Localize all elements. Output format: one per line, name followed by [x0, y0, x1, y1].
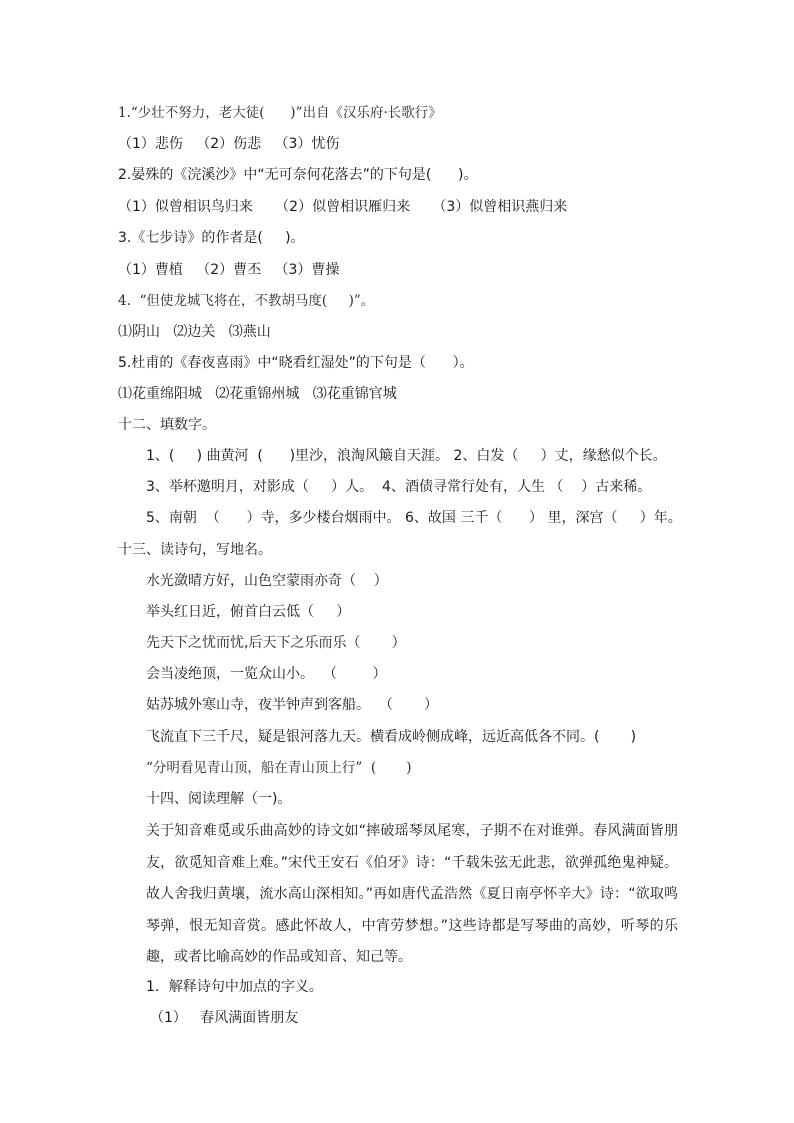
- fill-number-line-2: 3、举杯邀明月，对影成（ ）人。 4、酒债寻常行处有，人生 （ ）古来稀。: [146, 479, 652, 495]
- poem-line-4: 会当凌绝顶，一览众山小。 （ ）: [146, 666, 387, 682]
- reading-passage: [118, 816, 678, 974]
- question-14-1-item-1: （1） 春风满面皆朋友: [150, 1010, 299, 1026]
- reading-passage-text: 关于知音难觅或乐曲高妙的诗文如“摔破瑶琴凤尾寒，子期不在对谁弹。春风满面皆朋友，欲觅知音难上难。”宋代王安石《伯牙》诗：“千载朱弦无此悲，欲弹孤绝鬼神疑。故人舍我归黄壤，流水高山深相知。”再如唐代孟浩然《夏日南亭怀辛大》诗：“欲取鸣琴弹，恨无知音赏。感此怀故人，中宵劳梦想。”这些诗都是写琴曲的高妙，听琴的乐趣，或者比喻高妙的作品或知音、知己等。: [146, 823, 678, 965]
- question-1: 1.“少壮不努力，老大徒( )”出自《汉乐府·长歌行》: [118, 105, 442, 121]
- fill-number-line-3: 5、南朝 （ ）寺，多少楼台烟雨中。 6、故国 三千（ ） 里，深宫（ ）年。: [146, 510, 682, 526]
- poem-line-3: 先天下之忧而忧,后天下之乐而乐（ ）: [146, 635, 406, 651]
- question-4-options: ⑴阴山 ⑵边关 ⑶燕山: [118, 324, 271, 340]
- question-5-options: ⑴花重绵阳城 ⑵花重锦州城 ⑶花重锦官城: [118, 386, 397, 402]
- question-2: 2.晏殊的《浣溪沙》中“无可奈何花落去”的下句是( )。: [118, 167, 478, 183]
- question-4: 4. “但使龙城飞将在，不教胡马度( )”。: [118, 293, 375, 309]
- question-2-options: （1）似曾相识鸟归来 （2）似曾相识雁归来 （3）似曾相识燕归来: [118, 199, 568, 215]
- question-3: 3.《七步诗》的作者是( )。: [118, 230, 305, 246]
- question-3-options: （1）曹植 （2）曹丕 （3）曹操: [118, 262, 340, 278]
- poem-line-2: 举头红日近，俯首白云低（ ）: [146, 604, 351, 620]
- poem-line-1: 水光潋晴方好，山色空蒙雨亦奇（ ）: [146, 573, 388, 589]
- section-13-heading: 十三、读诗句，写地名。: [118, 542, 272, 558]
- poem-line-6: 飞流直下三千尺，疑是银河落九天。横看成岭侧成峰，远近高低各不同。( ): [146, 729, 637, 745]
- question-1-options: （1）悲伤 （2）伤悲 （3）忧伤: [118, 136, 340, 152]
- section-12-heading: 十二、填数字。: [118, 417, 216, 433]
- section-14-heading: 十四、阅读理解（一)。: [146, 791, 292, 807]
- poem-line-5: 姑苏城外寒山寺，夜半钟声到客船。 （ ）: [146, 697, 439, 713]
- question-14-1: 1．解释诗句中加点的字义。: [146, 979, 323, 995]
- poem-line-7: “分明看见青山顶，船在青山顶上行” ( ): [146, 760, 412, 776]
- question-5: 5.杜甫的《春夜喜雨》中“晓看红湿处”的下句是（ ）。: [118, 355, 474, 371]
- fill-number-line-1: 1、( ) 曲黄河 ( )里沙，浪淘风簸自天涯。 2、白发（ ）丈，缘愁似个长。: [146, 448, 667, 464]
